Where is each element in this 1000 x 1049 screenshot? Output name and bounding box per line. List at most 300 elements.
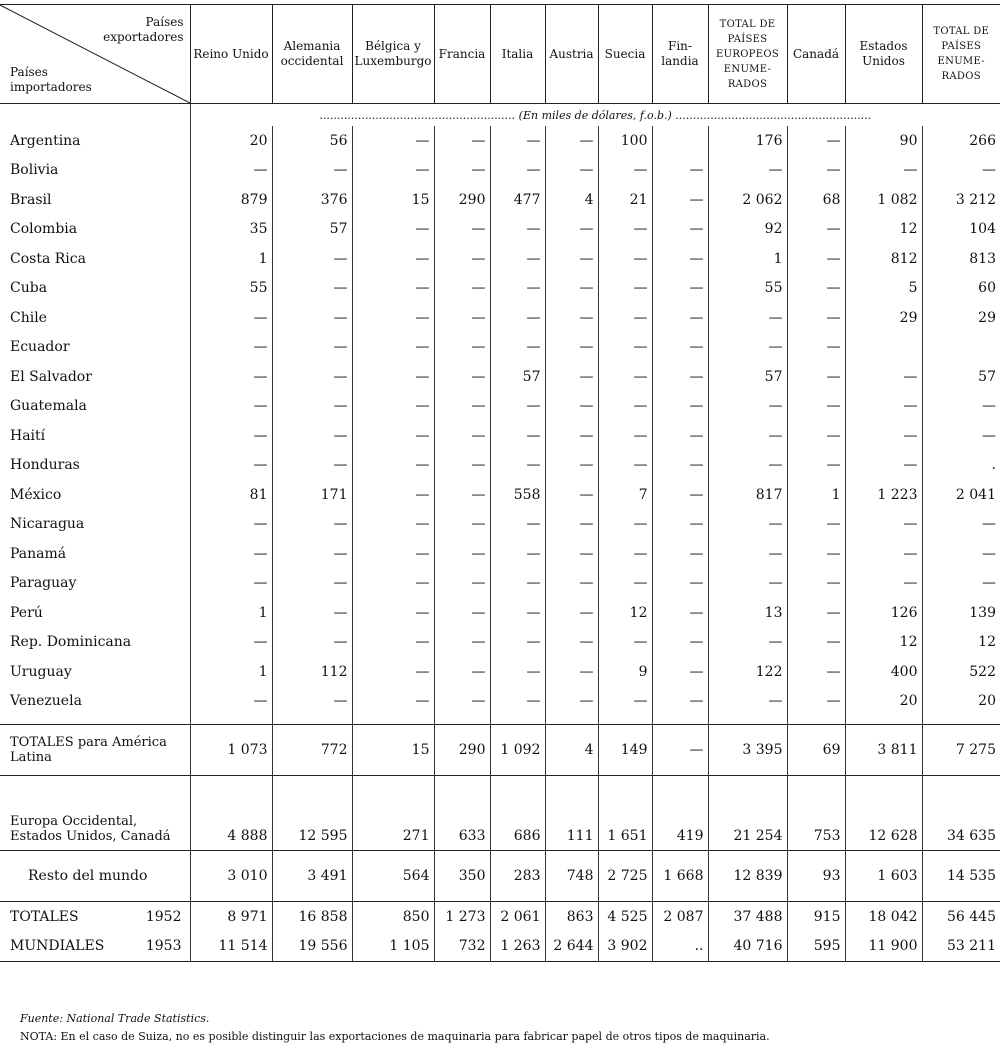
cell-value: 57 (922, 362, 1000, 392)
cell-value: — (190, 156, 272, 186)
importers-label: Países importadores (10, 65, 92, 94)
cell-value: — (434, 657, 490, 687)
column-header: Reino Unido (190, 5, 272, 104)
table-row (0, 362, 1000, 392)
cell-value: — (845, 392, 922, 422)
table-row (0, 480, 1000, 510)
column-header: Suecia (598, 5, 652, 104)
cell-value: — (708, 687, 787, 717)
country-name: Cuba (10, 280, 48, 297)
cell-value: — (652, 451, 708, 481)
cell-value: 104 (922, 215, 1000, 245)
row-label (0, 851, 190, 902)
cell-value: — (352, 598, 434, 628)
cell-value: — (652, 215, 708, 245)
cell-value: 18 042 (845, 902, 922, 932)
cell-value: — (787, 362, 845, 392)
cell-value: — (922, 569, 1000, 599)
cell-value: — (652, 480, 708, 510)
cell-value: — (545, 657, 598, 687)
cell-value: 732 (434, 932, 490, 962)
cell-value: — (490, 510, 545, 540)
table-row (0, 215, 1000, 245)
cell-value: 12 628 (845, 776, 922, 851)
cell-value: — (545, 539, 598, 569)
cell-value: — (598, 362, 652, 392)
cell-value: — (434, 569, 490, 599)
table-row (0, 510, 1000, 540)
cell-value: — (545, 362, 598, 392)
cell-value: — (922, 392, 1000, 422)
cell-value: — (272, 510, 352, 540)
cell-value: 37 488 (708, 902, 787, 932)
cell-value: 29 (922, 303, 1000, 333)
cell-value: — (352, 451, 434, 481)
cell-value: — (787, 628, 845, 658)
cell-value (922, 333, 1000, 363)
cell-value: 753 (787, 776, 845, 851)
cell-value: — (272, 362, 352, 392)
cell-value: — (434, 451, 490, 481)
cell-value: 149 (598, 725, 652, 776)
cell-value: — (922, 421, 1000, 451)
cell-value: — (545, 156, 598, 186)
cell-value: — (787, 657, 845, 687)
cell-value: — (352, 510, 434, 540)
cell-value: — (598, 687, 652, 717)
row-label (0, 598, 190, 628)
cell-value: 69 (787, 725, 845, 776)
cell-value: 55 (190, 274, 272, 304)
cell-value: — (272, 451, 352, 481)
cell-value: — (922, 539, 1000, 569)
table-row (0, 687, 1000, 717)
cell-value: 1 223 (845, 480, 922, 510)
cell-value: — (845, 539, 922, 569)
cell-value: 558 (490, 480, 545, 510)
source-note: Fuente: National Trade Statistics. (20, 1012, 210, 1025)
cell-value: — (490, 569, 545, 599)
cell-value: 1 651 (598, 776, 652, 851)
row-label (0, 932, 190, 962)
cell-value: — (434, 244, 490, 274)
cell-value: — (190, 421, 272, 451)
cell-value: — (272, 244, 352, 274)
country-name: Argentina (10, 132, 81, 149)
cell-value: 12 (922, 628, 1000, 658)
cell-value: 1 (708, 244, 787, 274)
cell-value: 57 (708, 362, 787, 392)
cell-value: — (708, 628, 787, 658)
cell-value: — (598, 303, 652, 333)
cell-value: 1 603 (845, 851, 922, 902)
cell-value: 55 (708, 274, 787, 304)
table-row (0, 569, 1000, 599)
table-row (0, 244, 1000, 274)
table-row (0, 421, 1000, 451)
cell-value: 772 (272, 725, 352, 776)
cell-value: — (652, 569, 708, 599)
cell-value: 11 900 (845, 932, 922, 962)
cell-value: 2 062 (708, 185, 787, 215)
cell-value: 3 902 (598, 932, 652, 962)
cell-value: — (272, 392, 352, 422)
cell-value: 1 (190, 244, 272, 274)
cell-value: — (787, 510, 845, 540)
cell-value: 21 254 (708, 776, 787, 851)
row-label (0, 776, 190, 851)
year-label: 1952 (145, 908, 182, 925)
cell-value: — (190, 510, 272, 540)
cell-value: — (352, 274, 434, 304)
cell-value: — (652, 628, 708, 658)
cell-value: — (787, 156, 845, 186)
cell-value: 20 (845, 687, 922, 717)
country-name: México (10, 486, 62, 503)
country-name: Uruguay (10, 663, 72, 680)
cell-value: 3 491 (272, 851, 352, 902)
cell-value: — (545, 333, 598, 363)
cell-value: — (272, 598, 352, 628)
cell-value: 3 010 (190, 851, 272, 902)
cell-value: — (272, 421, 352, 451)
cell-value: 13 (708, 598, 787, 628)
cell-value: 2 061 (490, 902, 545, 932)
cell-value: 11 514 (190, 932, 272, 962)
cell-value: 3 212 (922, 185, 1000, 215)
cell-value: 350 (434, 851, 490, 902)
world-label: TOTALES (10, 908, 79, 925)
cell-value: 53 211 (922, 932, 1000, 962)
table-row (0, 851, 1000, 902)
cell-value: 2 041 (922, 480, 1000, 510)
cell-value: 522 (922, 657, 1000, 687)
cell-value (845, 333, 922, 363)
cell-value: — (708, 451, 787, 481)
cell-value: — (352, 421, 434, 451)
cell-value: 139 (922, 598, 1000, 628)
cell-value: — (708, 510, 787, 540)
cell-value: — (545, 598, 598, 628)
cell-value: 850 (352, 902, 434, 932)
cell-value: 15 (352, 185, 434, 215)
cell-value: — (598, 628, 652, 658)
table-row (0, 902, 1000, 932)
cell-value: — (652, 333, 708, 363)
table-row (0, 776, 1000, 851)
cell-value: — (352, 244, 434, 274)
cell-value: — (190, 569, 272, 599)
cell-value: 68 (787, 185, 845, 215)
cell-value: — (545, 451, 598, 481)
cell-value: — (352, 333, 434, 363)
cell-value: 126 (845, 598, 922, 628)
cell-value: 1 273 (434, 902, 490, 932)
row-label (0, 215, 190, 245)
cell-value: — (652, 244, 708, 274)
cell-value: — (787, 598, 845, 628)
cell-value: — (490, 126, 545, 156)
cell-value: 817 (708, 480, 787, 510)
cell-value: — (352, 392, 434, 422)
cell-value: 12 (845, 215, 922, 245)
row-label (0, 725, 190, 776)
cell-value: — (352, 569, 434, 599)
cell-value: — (434, 362, 490, 392)
cell-value: — (598, 244, 652, 274)
column-header: TOTAL DE PAÍSES ENUME-RADOS (922, 5, 1000, 104)
cell-value: — (708, 303, 787, 333)
cell-value: 20 (922, 687, 1000, 717)
cell-value: 1 073 (190, 725, 272, 776)
cell-value: 686 (490, 776, 545, 851)
cell-value: — (190, 392, 272, 422)
cell-value: 112 (272, 657, 352, 687)
cell-value: — (845, 510, 922, 540)
cell-value: — (598, 539, 652, 569)
cell-value: — (434, 156, 490, 186)
cell-value: — (598, 274, 652, 304)
cell-value: — (545, 628, 598, 658)
cell-value: 290 (434, 725, 490, 776)
cell-value: 376 (272, 185, 352, 215)
cell-value: — (490, 215, 545, 245)
cell-value: 12 839 (708, 851, 787, 902)
cell-value (652, 126, 708, 156)
cell-value: — (434, 539, 490, 569)
country-name: El Salvador (10, 368, 92, 385)
cell-value: 12 (598, 598, 652, 628)
cell-value: 7 275 (922, 725, 1000, 776)
cell-value: — (922, 510, 1000, 540)
cell-value: — (708, 569, 787, 599)
cell-value: — (190, 539, 272, 569)
cell-value: — (545, 215, 598, 245)
cell-value: 57 (272, 215, 352, 245)
cell-value: — (708, 156, 787, 186)
cell-value: 8 971 (190, 902, 272, 932)
cell-value: — (434, 126, 490, 156)
country-name: Bolivia (10, 162, 59, 179)
country-name: Brasil (10, 191, 52, 208)
cell-value: — (352, 362, 434, 392)
cell-value: 748 (545, 851, 598, 902)
cell-value: — (545, 244, 598, 274)
cell-value: — (490, 657, 545, 687)
cell-value: — (787, 215, 845, 245)
cell-value: — (598, 392, 652, 422)
cell-value: — (652, 510, 708, 540)
cell-value: — (490, 451, 545, 481)
cell-value: 35 (190, 215, 272, 245)
cell-value: — (652, 303, 708, 333)
cell-value: — (652, 185, 708, 215)
cell-value: — (545, 687, 598, 717)
cell-value: — (352, 657, 434, 687)
row-label (0, 274, 190, 304)
table-row (0, 628, 1000, 658)
cell-value: 3 395 (708, 725, 787, 776)
cell-value: — (434, 480, 490, 510)
cell-value: — (190, 687, 272, 717)
cell-value: — (352, 480, 434, 510)
cell-value: — (272, 687, 352, 717)
cell-value: 92 (708, 215, 787, 245)
cell-value: — (545, 480, 598, 510)
cell-value: 16 858 (272, 902, 352, 932)
country-name: Panamá (10, 545, 67, 562)
cell-value: — (490, 421, 545, 451)
cell-value: 3 811 (845, 725, 922, 776)
world-label: MUNDIALES (10, 938, 105, 955)
cell-value: — (190, 333, 272, 363)
cell-value: 93 (787, 851, 845, 902)
cell-value: . (922, 451, 1000, 481)
cell-value: — (598, 333, 652, 363)
cell-value: 14 535 (922, 851, 1000, 902)
cell-value: — (545, 510, 598, 540)
column-header: Alemania occidental (272, 5, 352, 104)
corner-header (0, 5, 190, 104)
cell-value: — (272, 274, 352, 304)
cell-value: — (708, 539, 787, 569)
cell-value: 595 (787, 932, 845, 962)
cell-value: — (708, 421, 787, 451)
cell-value: 122 (708, 657, 787, 687)
row-label (0, 126, 190, 156)
cell-value: 1 (787, 480, 845, 510)
cell-value: 564 (352, 851, 434, 902)
country-name: Ecuador (10, 339, 70, 356)
cell-value: 29 (845, 303, 922, 333)
cell-value: — (545, 421, 598, 451)
cell-value: 176 (708, 126, 787, 156)
footnote: NOTA: En el caso de Suiza, no es posible distinguir las exportaciones de maquinaria para fabricar papel de otros tipos de maquinaria. (20, 1030, 770, 1043)
row-label (0, 303, 190, 333)
cell-value: — (652, 392, 708, 422)
cell-value: 15 (352, 725, 434, 776)
cell-value: — (787, 333, 845, 363)
cell-value: 7 (598, 480, 652, 510)
cell-value: .. (652, 932, 708, 962)
cell-value: — (434, 303, 490, 333)
cell-value: — (787, 392, 845, 422)
country-name: Colombia (10, 221, 78, 238)
cell-value: — (845, 421, 922, 451)
cell-value: — (922, 156, 1000, 186)
cell-value: 4 (545, 725, 598, 776)
cell-value: 19 556 (272, 932, 352, 962)
country-name: Haití (10, 427, 46, 444)
cell-value: — (272, 539, 352, 569)
row-label (0, 362, 190, 392)
cell-value: — (434, 421, 490, 451)
cell-value: — (652, 362, 708, 392)
totals-latam-label: TOTALES para América Latina (10, 735, 167, 765)
country-name: Chile (10, 309, 47, 326)
table-row (0, 539, 1000, 569)
cell-value: — (434, 598, 490, 628)
table-row (0, 598, 1000, 628)
cell-value: — (434, 510, 490, 540)
table-row (0, 725, 1000, 776)
cell-value: — (598, 510, 652, 540)
table-row (0, 185, 1000, 215)
cell-value: 1 (190, 657, 272, 687)
column-header: Canadá (787, 5, 845, 104)
cell-value: 20 (190, 126, 272, 156)
cell-value: — (652, 274, 708, 304)
table-row (0, 333, 1000, 363)
cell-value: 4 888 (190, 776, 272, 851)
cell-value: — (352, 303, 434, 333)
table-row (0, 932, 1000, 962)
cell-value: — (490, 156, 545, 186)
cell-value: 111 (545, 776, 598, 851)
column-header: Italia (490, 5, 545, 104)
table-row (0, 156, 1000, 186)
cell-value: 56 (272, 126, 352, 156)
row-label (0, 333, 190, 363)
cell-value: 100 (598, 126, 652, 156)
cell-value: — (490, 598, 545, 628)
cell-value: 400 (845, 657, 922, 687)
cell-value: 2 644 (545, 932, 598, 962)
rest-label: Resto del mundo (28, 868, 148, 884)
row-label (0, 421, 190, 451)
cell-value: — (652, 687, 708, 717)
cell-value: 5 (845, 274, 922, 304)
cell-value: — (490, 303, 545, 333)
cell-value: 1 668 (652, 851, 708, 902)
table-row (0, 274, 1000, 304)
cell-value: 1 (190, 598, 272, 628)
cell-value: 863 (545, 902, 598, 932)
cell-value: — (352, 215, 434, 245)
country-name: Paraguay (10, 575, 77, 592)
cell-value: — (352, 126, 434, 156)
cell-value: 9 (598, 657, 652, 687)
cell-value: — (490, 392, 545, 422)
cell-value: — (787, 421, 845, 451)
cell-value: — (652, 421, 708, 451)
cell-value: 1 105 (352, 932, 434, 962)
country-name: Guatemala (10, 398, 87, 415)
column-header: Estados Unidos (845, 5, 922, 104)
cell-value: 1 092 (490, 725, 545, 776)
country-name: Honduras (10, 457, 80, 474)
row-label (0, 510, 190, 540)
cell-value: — (272, 303, 352, 333)
cell-value: — (545, 126, 598, 156)
cell-value: 633 (434, 776, 490, 851)
cell-value: — (434, 215, 490, 245)
cell-value: — (652, 539, 708, 569)
cell-value: — (272, 569, 352, 599)
row-label (0, 392, 190, 422)
cell-value: 90 (845, 126, 922, 156)
cell-value: — (598, 569, 652, 599)
cell-value: — (787, 569, 845, 599)
unit-note: ........................................................ (En miles de dólares, f.o.b.) ........................................................ (190, 104, 1000, 127)
exporters-label: Países exportadores (103, 15, 184, 44)
cell-value: 4 525 (598, 902, 652, 932)
cell-value: — (708, 333, 787, 363)
cell-value: 915 (787, 902, 845, 932)
cell-value: — (545, 274, 598, 304)
cell-value: — (845, 362, 922, 392)
cell-value: — (652, 725, 708, 776)
